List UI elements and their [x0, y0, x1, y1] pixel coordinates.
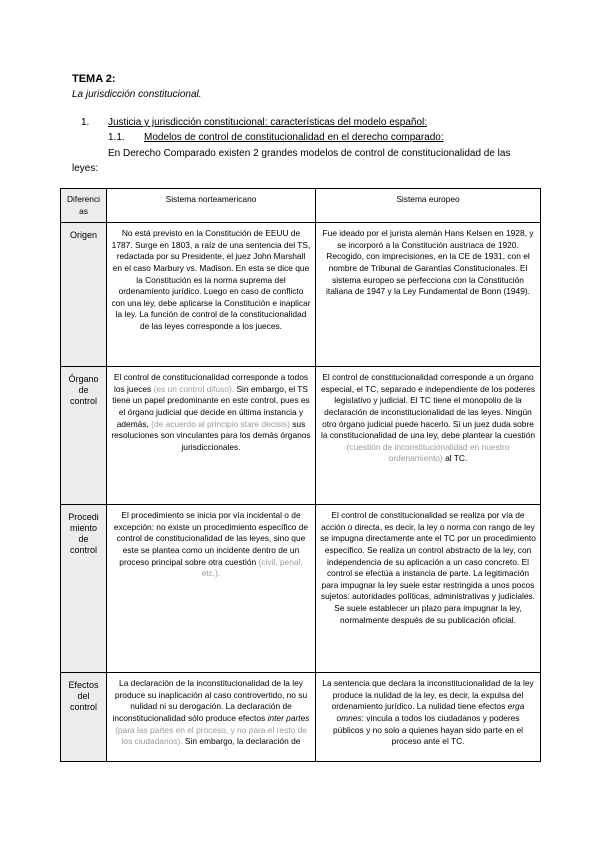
comparison-table — [60, 188, 541, 762]
us-organ-note-2: (de acuerdo al principio stare decisis) — [151, 418, 290, 429]
cell-us-organ — [107, 367, 316, 505]
table-row — [61, 673, 541, 762]
eu-effects-text-b: : vincula a todos los ciudadanos y poderes públicos y no solo a quienes hayan sido parte en el proceso ante el TC. — [333, 712, 523, 747]
header-differences: Diferencias — [61, 189, 107, 223]
outline-item-1-1 — [108, 132, 444, 143]
intro-paragraph: En Derecho Comparado existen 2 grandes modelos de control de constitucionalidad de las leyes: — [72, 148, 511, 174]
header-eu-system: Sistema europeo — [316, 189, 541, 223]
table-row — [61, 223, 541, 367]
us-organ-text-c: sus resoluciones son vinculantes para los demás órganos jurisdiccionales. — [111, 418, 311, 452]
table-header-row — [61, 189, 541, 223]
cell-eu-origin: Fue ideado por el jurista alemán Hans Kelsen en 1928, y se incorporó a la Constitución austriaca de 1920. Recogido, con imprecisiones, en la CE de 1931, con el nombre de Tribunal de Garantías Constitucionales. El sistema europeo se perfecciona con la Constitución italiana de 1947 y la Ley Fundamental de Bonn (1949). — [316, 223, 541, 367]
cell-eu-organ — [316, 367, 541, 505]
row-label-organ: Órgano de control — [61, 367, 107, 505]
cell-us-effects — [107, 673, 316, 762]
header-us-system: Sistema norteamericano — [107, 189, 316, 223]
us-effects-note: (para las partes en el proceso, y no para el resto de los ciudadanos). — [115, 724, 307, 747]
outline-item-1-number: 1. — [81, 117, 90, 128]
eu-organ-text-a: El control de constitucionalidad corresponde a un órgano especial, el TC, separado e independiente de los poderes legislativo y judicial. El TC tiene el monopolio de la declaración de inconstitucionalidad de las leyes. Ningún otro órgano judicial puede hacerlo. Si un juez duda sobre la constitucionalidad de una ley, debe plantear la cuestión — [320, 372, 536, 441]
cell-eu-procedure: El control de constitucionalidad se realiza por vía de acción o directa, es decir, la ley o norma con rango de ley se impugna directamente ante el TC por un procedimiento específico. Se realiza un control abstracto de la ley, con independencia de su aplicación a un caso concreto. El control se efectúa a instancia de parte. La legitimación para impugnar la ley suele estar restringida a unos pocos sujetos: autoridades políticas, administrativas y judiciales. Se suele establecer un plazo para impugnar la ley, normalmente después de su publicación oficial. — [316, 505, 541, 673]
eu-organ-note: (cuestión de inconstitucionalidad en nuestro ordenamiento) — [346, 441, 510, 464]
eu-effects-text-a: La sentencia que declara la inconstitucionalidad de la ley produce la nulidad de la ley, es decir, la expulsa del ordenamiento jurídico. La nulidad tiene efectos — [322, 678, 534, 712]
us-organ-text-a: El control de constitucionalidad corresponde a todos los jueces — [113, 372, 309, 394]
eu-effects-italic: erga omnes — [336, 701, 525, 723]
cell-us-procedure — [107, 505, 316, 673]
cell-eu-effects — [316, 673, 541, 762]
us-effects-text-a: La declaración de la inconstitucionalidad de la ley produce su inaplicación al caso controvertido, no su nulidad ni su derogación. La declaración de inconstitucionalidad sólo produce efectos — [112, 678, 308, 723]
cell-us-origin: No está previsto en la Constitución de EEUU de 1787. Surge en 1803, a raíz de una sentencia del TS, redactada por su Presidente, el juez John Marshall en el caso Marbury vs. Madison. En esta se dice que la Constitución es la norma suprema del ordenamiento jurídico. Luego en caso de conflicto con una ley, debe aplicarse la Constitución e inaplicar la ley. La función de control de la constitucionalidad de las leyes corresponde a los jueces. — [107, 223, 316, 367]
us-organ-note-1: (es un control difuso). — [153, 383, 235, 394]
row-label-origin: Origen — [61, 223, 107, 367]
outline-item-1 — [81, 117, 428, 128]
us-organ-text-b: Sin embargo, el TS tiene un papel predominante en este control, pues es el órgano judicial que decide en última instancia y además, — [112, 383, 310, 429]
us-procedure-text: El procedimiento se inicia por vía incidental o de excepción: no existe un procedimiento específico de control de constitucionalidad de las leyes, sino que este se plantea como un incidente dentro de un proceso principal sobre otra cuestión — [113, 510, 309, 567]
outline-item-1-1-number: 1.1. — [108, 132, 125, 143]
outline-item-1-1-text: Modelos de control de constitucionalidad en el derecho comparado: — [144, 132, 444, 143]
row-label-effects: Efectos del control — [61, 673, 107, 762]
us-effects-italic: inter partes — [267, 712, 310, 723]
us-effects-text-b: Sin embargo, la declaración de — [184, 736, 301, 747]
outline-item-1-text: Justicia y jurisdicción constitucional: características del modelo español: — [108, 117, 428, 128]
row-label-procedure: Procedimiento de control — [61, 505, 107, 673]
table-row — [61, 367, 541, 505]
document-title: TEMA 2: — [72, 73, 116, 85]
document-subtitle: La jurisdicción constitucional. — [72, 89, 202, 100]
us-procedure-note: (civil, penal, etc.). — [201, 556, 303, 579]
eu-organ-text-b: al TC. — [445, 453, 468, 464]
table-row — [61, 505, 541, 673]
